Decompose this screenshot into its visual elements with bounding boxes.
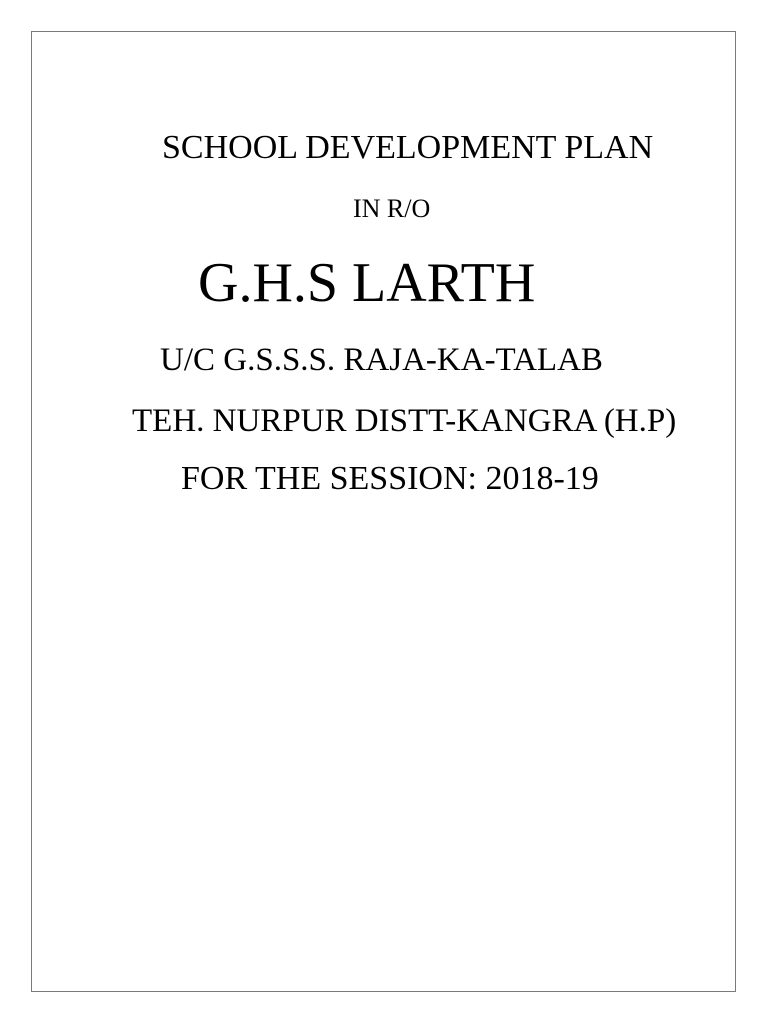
in-ro-label: IN R/O <box>353 194 431 223</box>
under-control-line: U/C G.S.S.S. RAJA-KA-TALAB <box>160 342 603 378</box>
document-heading: SCHOOL DEVELOPMENT PLAN <box>162 129 654 166</box>
location-line: TEH. NURPUR DISTT-KANGRA (H.P) <box>132 403 677 439</box>
page-border <box>31 31 736 992</box>
session-line: FOR THE SESSION: 2018-19 <box>181 460 599 497</box>
school-name: G.H.S LARTH <box>198 252 536 314</box>
